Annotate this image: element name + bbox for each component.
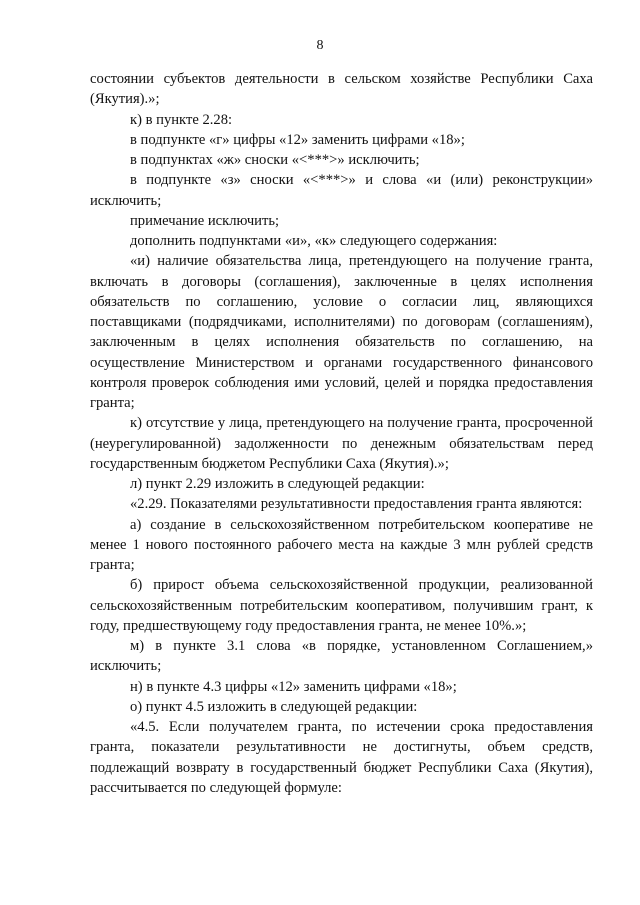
paragraph: б) прирост объема сельскохозяйственной продукции, реализованной сельскохозяйственным потребительским кооперативом, получившим грант, к году, предшествующему году предоставления гранта, не менее 10%.»; <box>90 577 593 634</box>
paragraph: примечание исключить; <box>130 212 280 229</box>
paragraph: «4.5. Если получателем гранта, по истечении срока предоставления гранта, показатели результативности не достигнуты, объем средств, подлежащий возврату в государственный бюджет Республики Саха (Якутия), рассчитывается по следующей формуле: <box>90 719 593 796</box>
document-body <box>90 69 593 798</box>
paragraph: а) создание в сельскохозяйственном потребительском кооперативе не менее 1 нового постоянного рабочего места на каждые 3 млн рублей средств гранта; <box>90 516 593 573</box>
paragraph: в подпунктах «ж» сноски «<***>» исключить; <box>130 152 420 168</box>
paragraph: к) отсутствие у лица, претендующего на получение гранта, просроченной (неурегулированной) задолженности по денежным обязательствам перед государственным бюджетом Республики Саха (Якутия).»; <box>90 415 593 472</box>
page-number: 8 <box>316 38 324 53</box>
paragraph: «и) наличие обязательства лица, претендующего на получение гранта, включать в договоры (соглашения), заключенные в целях исполнения обязательств по соглашению, условие о согласии лиц, являющихся поставщиками (подрядчиками, исполнителями) по договорам (соглашениям), заключенным в целях исполнения обязательств по соглашению, на осуществление Министерством и органами государственного финансового контроля проверок соблюдения ими условий, целей и порядка предоставления гранта; <box>90 253 593 411</box>
paragraph: дополнить подпунктами «и», «к» следующего содержания: <box>130 233 498 249</box>
paragraph: в подпункте «г» цифры «12» заменить цифрами «18»; <box>130 131 465 148</box>
paragraph: н) в пункте 4.3 цифры «12» заменить цифрами «18»; <box>130 678 457 695</box>
paragraph: л) пункт 2.29 изложить в следующей редакции: <box>130 476 425 492</box>
paragraph: к) в пункте 2.28: <box>130 111 233 128</box>
paragraph: «2.29. Показателями результативности предоставления гранта являются: <box>130 496 583 513</box>
paragraph: м) в пункте 3.1 слова «в порядке, установленном Соглашением,» исключить; <box>90 638 593 675</box>
paragraph: состоянии субъектов деятельности в сельском хозяйстве Республики Саха (Якутия).»; <box>90 71 593 108</box>
paragraph: о) пункт 4.5 изложить в следующей редакции: <box>130 698 418 715</box>
paragraph: в подпункте «з» сноски «<***>» и слова «и (или) реконструкции» исключить; <box>90 172 593 209</box>
